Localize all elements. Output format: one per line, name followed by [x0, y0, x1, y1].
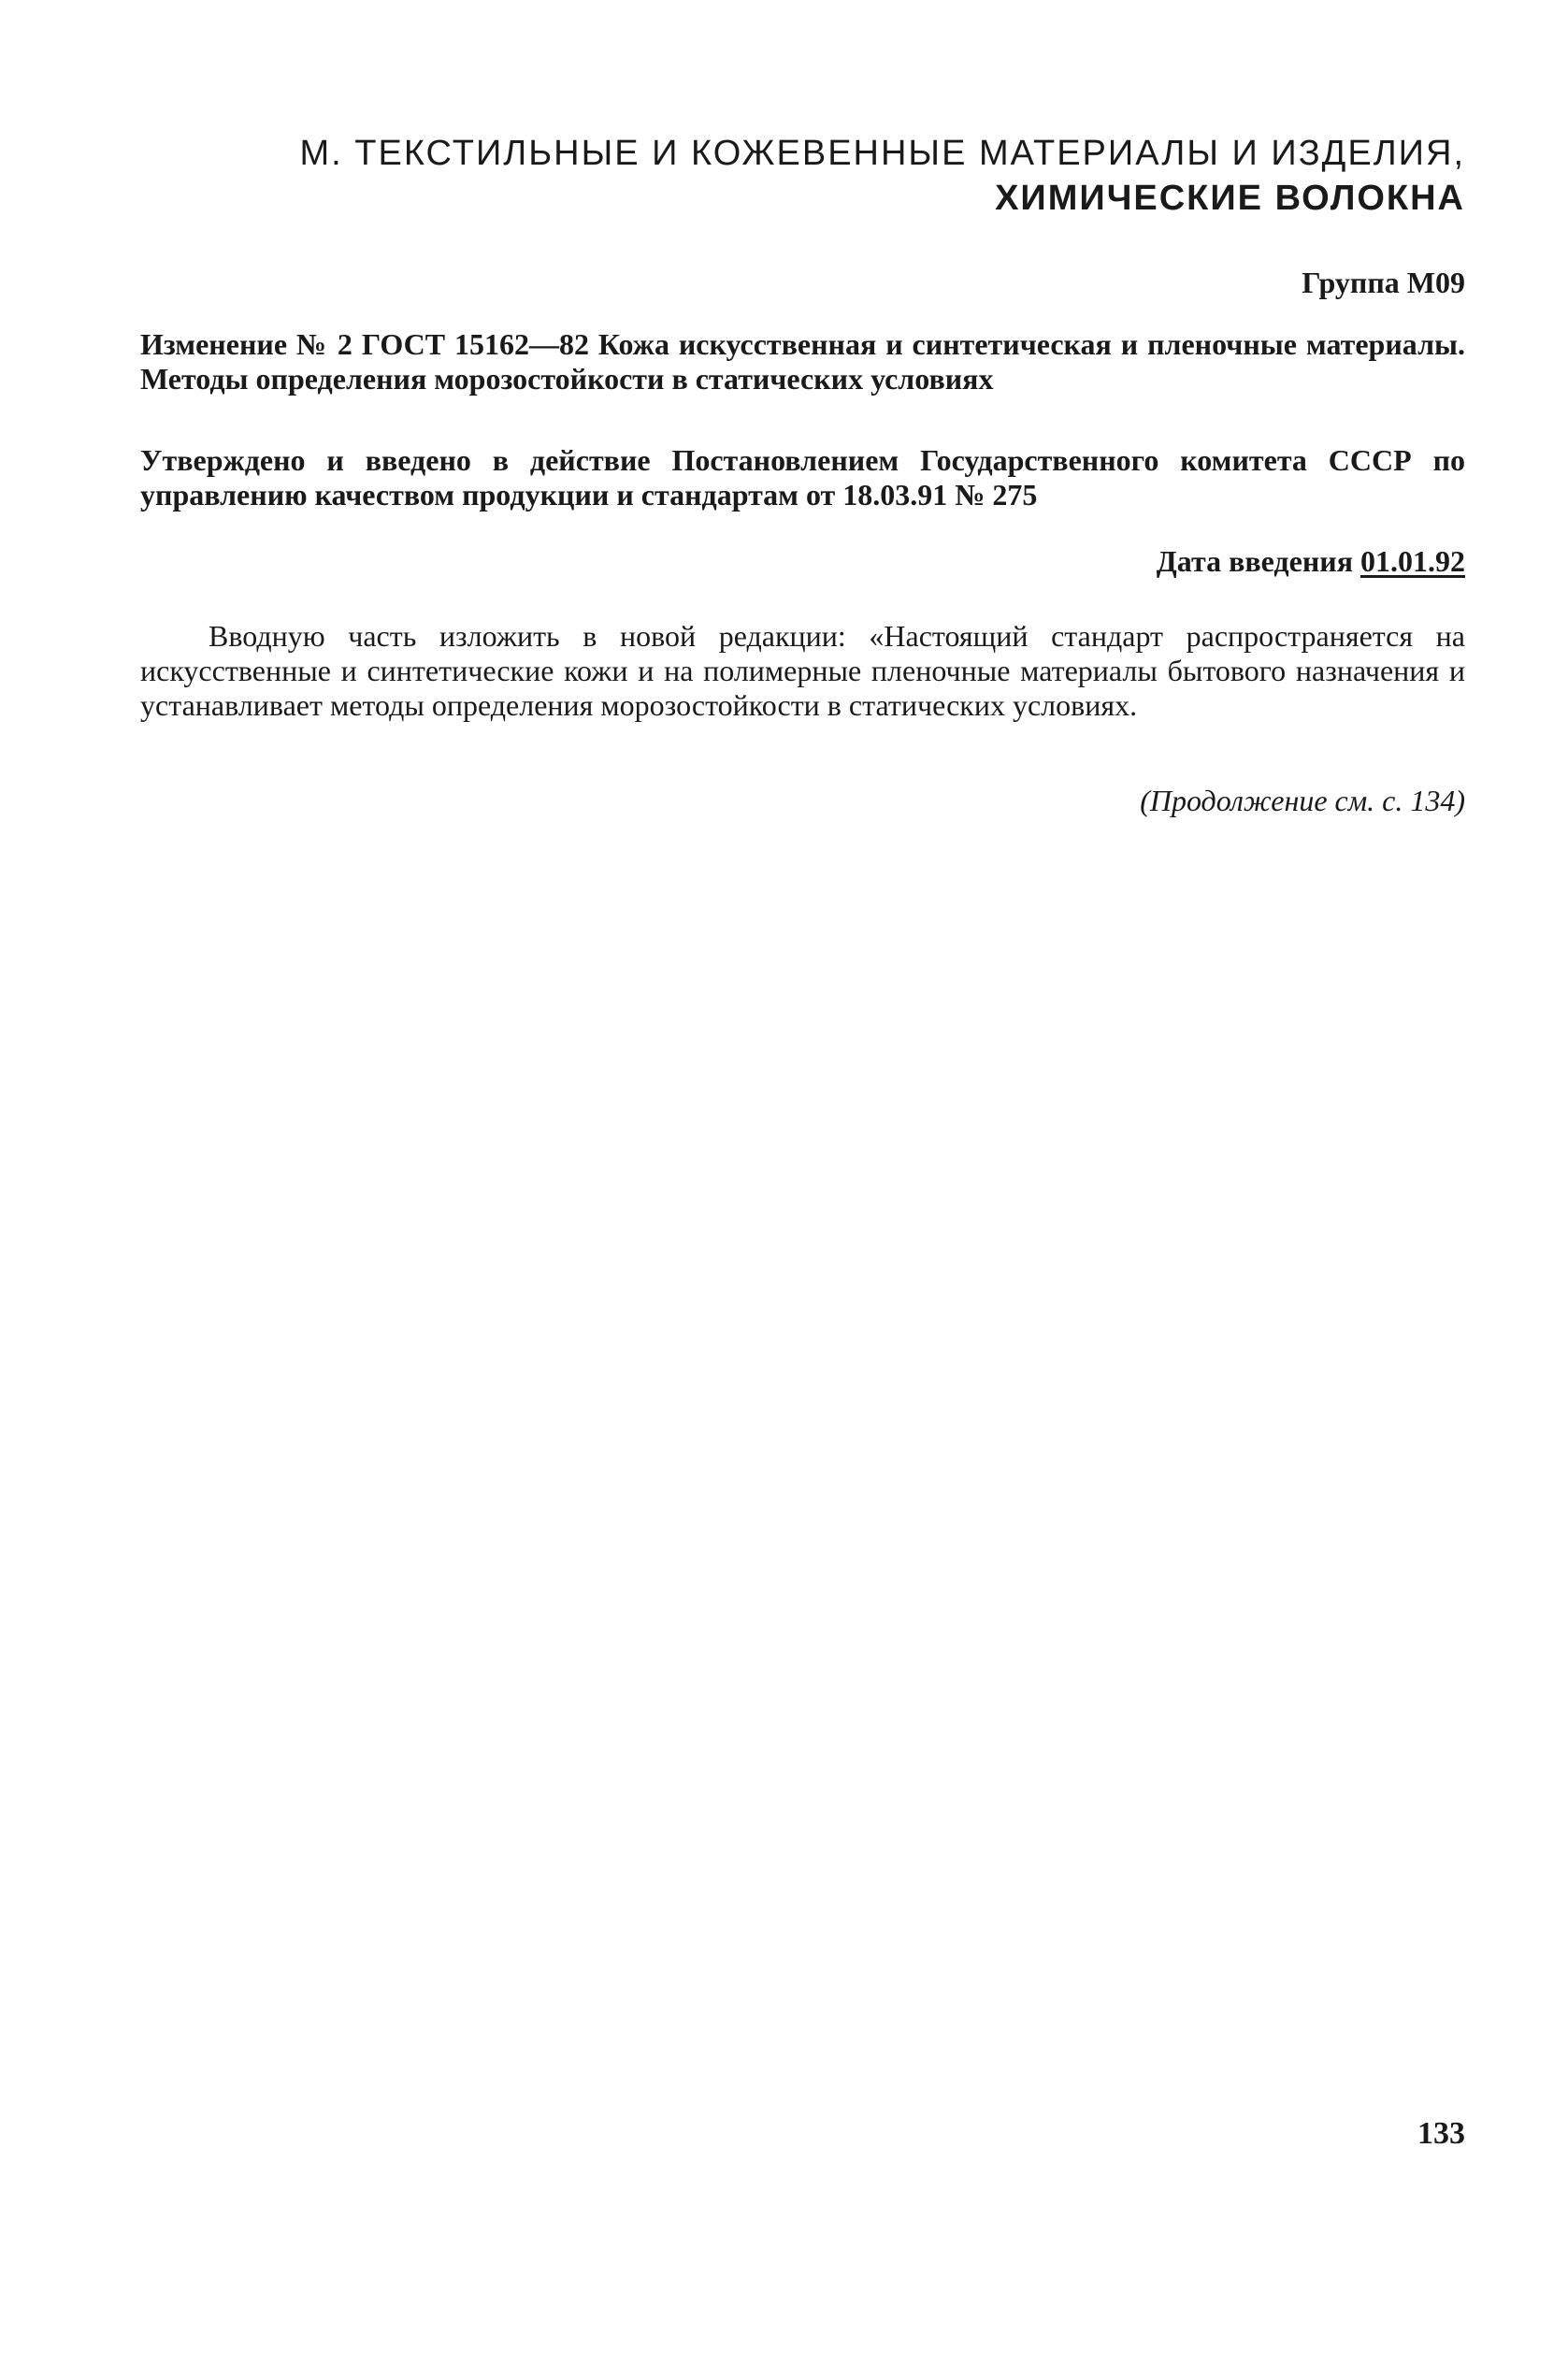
group-code: Группа М09: [1302, 266, 1465, 299]
change-heading: Изменение № 2 ГОСТ 15162—82 Кожа искусственная и синтетическая и пленочные материалы. Методы определения морозостойкости в статических условиях: [140, 327, 1465, 396]
section-title-line-1: М. ТЕКСТИЛЬНЫЕ И КОЖЕВЕННЫЕ МАТЕРИАЛЫ И ИЗДЕЛИЯ,: [299, 134, 1465, 173]
introduction-date-value: 01.01.92: [1360, 544, 1465, 578]
body-paragraph: Вводную часть изложить в новой редакции: «Настоящий стандарт распространяется на искусственные и синтетические кожи и на полимерные пленочные материалы бытового назначения и устанавливает методы определения морозостойкости в статических условиях.: [140, 619, 1465, 722]
section-title: [245, 131, 1465, 221]
approval-statement: Утверждено и введено в действие Постановлением Государственного комитета СССР по управлению качеством продукции и стандартам от 18.03.91 № 275: [140, 443, 1465, 512]
section-title-line-2: ХИМИЧЕСКИЕ ВОЛОКНА: [995, 179, 1465, 218]
continuation-note: (Продолжение см. с. 134): [1140, 784, 1465, 817]
introduction-date: [842, 542, 1465, 580]
page-number: 133: [1417, 2116, 1465, 2151]
introduction-date-label: Дата введения: [1156, 544, 1360, 578]
